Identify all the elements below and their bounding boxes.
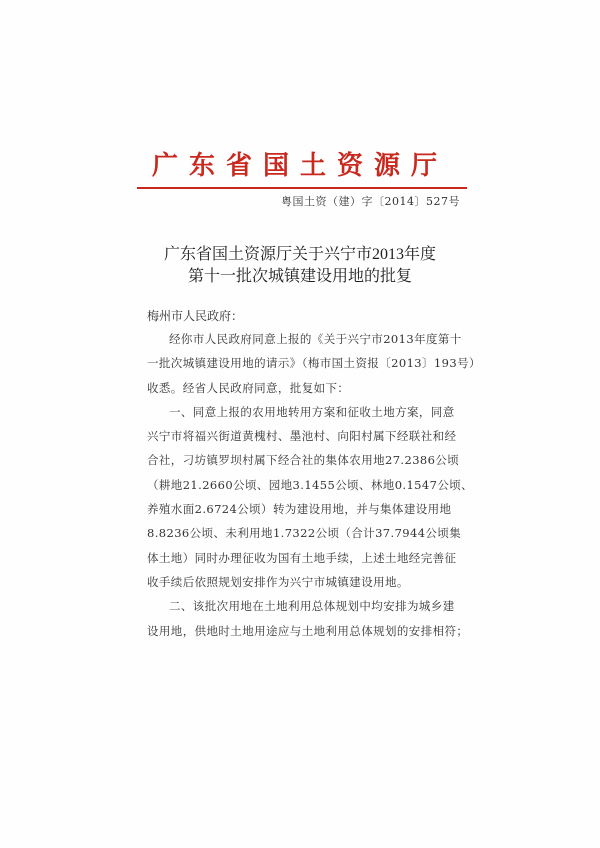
body-line: 经你市人民政府同意上报的《关于兴宁市2013年度第十 [169, 332, 462, 346]
document-title-line-2: 第十一批次城镇建设用地的批复 [187, 268, 412, 285]
body-line: 体土地）同时办理征收为国有土地手续，上述土地经完善征 [147, 550, 457, 565]
body-line: 合社，刁坊镇罗坝村属下经合社的集体农用地27.2386公顷 [147, 453, 460, 468]
body-line: 8.8236公顷、未利用地1.7322公顷（合计37.7944公顷集 [147, 526, 462, 541]
body-line: 兴宁市将福兴街道黄槐村、墨池村、向阳村属下经联社和经 [147, 429, 457, 444]
body-line: 一批次城镇建设用地的请示》（梅市国土资报〔2013〕193号） [147, 356, 481, 371]
body-line: 设用地，供地时土地用途应与土地利用总体规划的安排相符； [147, 623, 469, 638]
body-line: 收悉。经省人民政府同意，批复如下： [147, 380, 350, 395]
document-body [147, 327, 481, 643]
addressee: 梅州市人民政府： [147, 309, 244, 323]
body-line: 养殖水面2.6724公顷）转为建设用地，并与集体建设用地 [147, 502, 452, 517]
body-line: （耕地21.2660公顷、园地3.1455公顷、林地0.1547公顷、 [147, 477, 474, 492]
document-title-line-1: 广东省国土资源厅关于兴宁市2013年度 [163, 246, 436, 263]
body-line: 一、同意上报的农用地转用方案和征收土地方案，同意 [169, 404, 455, 419]
document-title [0, 244, 600, 288]
document-number: 粤国土资（建）字〔2014〕527号 [281, 195, 460, 208]
body-line: 二、该批次用地在土地利用总体规划中均安排为城乡建 [169, 599, 455, 614]
issuing-authority-title: 广东省国土资源厅 [151, 151, 448, 181]
body-line: 收手续后依照规划安排作为兴宁市城镇建设用地。 [147, 574, 409, 589]
header-divider [137, 187, 467, 189]
